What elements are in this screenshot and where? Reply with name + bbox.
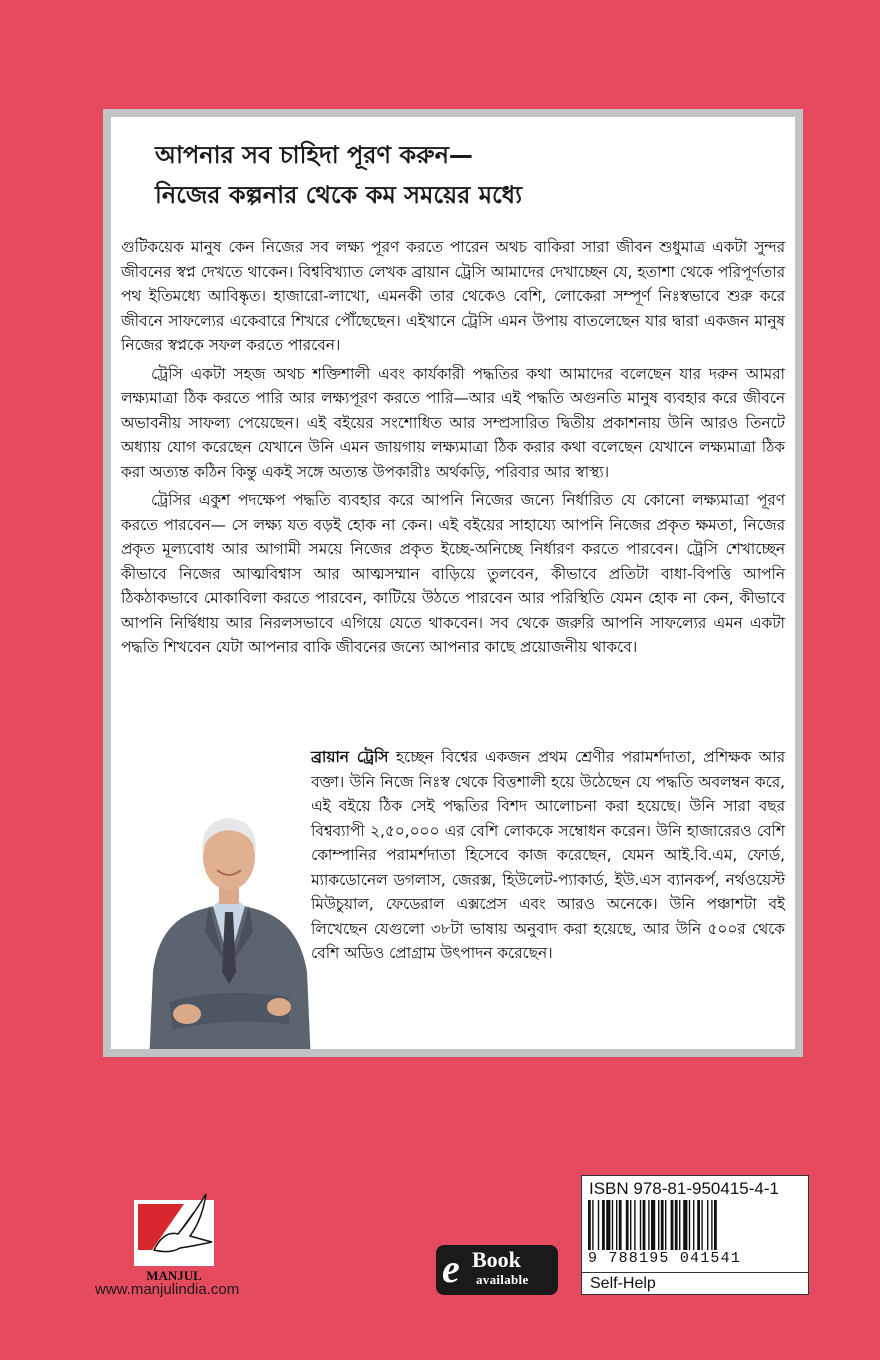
barcode-bar — [592, 1200, 593, 1250]
barcode-bar — [707, 1200, 708, 1250]
barcode-bar — [643, 1200, 646, 1250]
publisher-website[interactable]: www.manjulindia.com — [95, 1281, 240, 1298]
ebook-available-badge — [436, 1245, 558, 1295]
barcode-bar — [697, 1200, 700, 1250]
barcode-bar — [665, 1200, 666, 1250]
barcode-bar — [679, 1200, 680, 1250]
description-paragraph-2: ট্রেসি একটা সহজ অথচ শক্তিশালী এবং কার্যকারী পদ্ধতির কথা আমাদের বলেছেন যার দরুন আমরা লক্ষ্যমাত্রা ঠিক করতে পারি আর লক্ষ্যপূরণ করতে পারি—আর এই পদ্ধতি অগুনতি মানুষ ব্যবহার করে জীবনে অভাবনীয় সাফল্য পেয়েছেন। এই বইয়ের সংশোধিত আর সম্প্রসারিত দ্বিতীয় প্রকাশনায় উনি আরও তিনটে অধ্যায় যোগ করেছেন যেখানে উনি এমন জায়গায় লক্ষ্যমাত্রা ঠিক করার কথা বলেছেন যেখানে লক্ষ্যমাত্রা ঠিক করা অত্যন্ত কঠিন কিন্তু একই সঙ্গে অত্যন্ত উপকারীঃ অর্থকড়ি, পরিবার আর স্বাস্থ্য। — [121, 364, 785, 481]
barcode-bar — [640, 1200, 641, 1250]
barcode-bar — [602, 1200, 605, 1250]
author-photo — [139, 802, 319, 1049]
barcode-bar — [683, 1200, 687, 1250]
barcode-bar — [634, 1200, 635, 1250]
barcode-bar — [671, 1200, 674, 1250]
panel-content — [111, 117, 795, 1049]
author-bio-text: হচ্ছেন বিশ্বের একজন প্রথম শ্রেণীর পরামর্শদাতা, প্রশিক্ষক আর বক্তা। উনি নিজে নিঃস্ব থেকে বিত্তশালী হয়ে উঠেছেন যে পদ্ধতি অবলম্বন করে, এই বইয়ে ঠিক সেই পদ্ধতির বিশদ আলোচনা করা হয়েছে। উনি সারা বছর বিশ্বব্যাপী ২,৫০,০০০ এর বেশি লোককে সম্বোধন করেন। উনি হাজারেরও বেশি কোম্পানির পরামর্শদাতা হিসেবে কাজ করেছেন, যেমন আই.বি.এম, ফোর্ড, ম্যাকডোনেল ডগলাস, জেরক্স, হিউলেট-প্যাকার্ড, ইউ.এস ব্যানকর্প, নর্থওয়েস্ট মিউচুয়াল, ফেডেরাল এক্সপ্রেস এবং আরও অনেকে। উনি পঞ্চাশটা বই লিখেছেন যেগুলো ৩৮টা ভাষায় অনুবাদ করা হয়েছে, আর উনি ৫০০র থেকে বেশি অডিও প্রোগ্রাম উৎপাদন করেছেন। — [311, 748, 785, 962]
barcode-bar — [648, 1200, 649, 1250]
barcode-bar — [626, 1200, 629, 1250]
barcode-bar — [689, 1200, 690, 1250]
publisher-logo-text: MANJUL — [146, 1268, 202, 1283]
barcode-bar — [612, 1200, 613, 1250]
headline-line-1: আপনার সব চাহিদা পূরণ করুন— — [155, 141, 473, 169]
barcode-bar — [661, 1200, 664, 1250]
ebook-book-word: Book — [472, 1247, 521, 1272]
barcode-bar — [675, 1200, 678, 1250]
barcode-bar — [588, 1200, 591, 1250]
barcode-bar — [606, 1200, 610, 1250]
headline-line-2: নিজের কল্পনার থেকে কম সময়ের মধ্যে — [155, 181, 523, 209]
barcode-bar — [598, 1200, 599, 1250]
book-category: Self-Help — [582, 1272, 808, 1294]
isbn-box — [581, 1175, 809, 1295]
barcode-bar — [714, 1200, 717, 1250]
headline — [155, 135, 775, 215]
description — [121, 235, 785, 664]
description-paragraph-3: ট্রেসির একুশ পদক্ষেপ পদ্ধতি ব্যবহার করে আপনি নিজের জন্যে নির্ধারিত যে কোনো লক্ষ্যমাত্রা পূরণ করতে পারবেন— সে লক্ষ্য যত বড়ই হোক না কেন। এই বইয়ের সাহায্যে আপনি নিজের প্রকৃত ক্ষমতা, নিজের প্রকৃত মূল্যবোধ আর আগামী সময়ে নিজের প্রকৃত ইচ্ছে-অনিচ্ছে নির্ধারণ করতে পারবেন। ট্রেসি শেখাচ্ছেন কীভাবে নিজের আত্মবিশ্বাস আর আত্মসম্মান বাড়িয়ে তুলবেন, কীভাবে প্রতিটা বাধা-বিপত্তি আপনি ঠিকঠাকভাবে মোকাবিলা করতে পারবেন, কাটিয়ে উঠতে পারবেন আর পরিস্থিতি যেমন হোক না কেন, কীভাবে আপনি নির্দ্বিধায় আর নিরলসভাবে এগিয়ে যেতে থাকবেন। সব থেকে জরুরি আপনি সাফল্যের এমন একটা পদ্ধতি শিখবেন যেটা আপনার বাকি জীবনের জন্যে আপনার কাছে প্রয়োজনীয় থাকবে। — [121, 491, 785, 656]
barcode-bar — [630, 1200, 631, 1250]
barcode-bar — [701, 1200, 702, 1250]
barcode-bar — [711, 1200, 712, 1250]
description-paragraph-1: গুটিকয়েক মানুষ কেন নিজের সব লক্ষ্য পূরণ করতে পারেন অথচ বাকিরা সারা জীবন শুধুমাত্র একটা সুন্দর জীবনের স্বপ্ন দেখতে থাকেন। বিশ্ববিখ্যাত লেখক ব্রায়ান ট্রেসি আমাদের দেখাচ্ছেন যে, হতাশা থেকে পরিপূর্ণতার পথ ইতিমধ্যে আবিষ্কৃত। হাজারো-লাখো, এমনকী তার থেকেও বেশি, লোকেরা সম্পূর্ণ নিঃস্বভাবে শুরু করে জীবনে সাফল্যের একেবারে শিখরে পৌঁছেছেন। এইখানে ট্রেসি এমন উপায় বাতলেছেন যার দ্বারা একজন মানুষ নিজের স্বপ্নকে সফল করতে পারবেন। — [121, 238, 785, 354]
isbn-number: ISBN 978-81-950415-4-1 — [589, 1179, 779, 1198]
publisher-logo — [134, 1190, 214, 1278]
isbn-barcode — [588, 1200, 802, 1250]
ebook-e-letter: e — [442, 1246, 460, 1291]
barcode-bar — [693, 1200, 694, 1250]
author-name: ব্রায়ান ট্রেসি — [311, 748, 389, 766]
barcode-bar — [619, 1200, 622, 1250]
barcode-bar — [658, 1200, 659, 1250]
author-bio — [311, 745, 785, 966]
barcode-bar — [651, 1200, 655, 1250]
ebook-available-text: available — [476, 1272, 529, 1287]
isbn-barcode-digits: 9 788195 041541 — [588, 1250, 742, 1267]
back-cover-panel — [103, 109, 803, 1057]
barcode-bar — [616, 1200, 617, 1250]
